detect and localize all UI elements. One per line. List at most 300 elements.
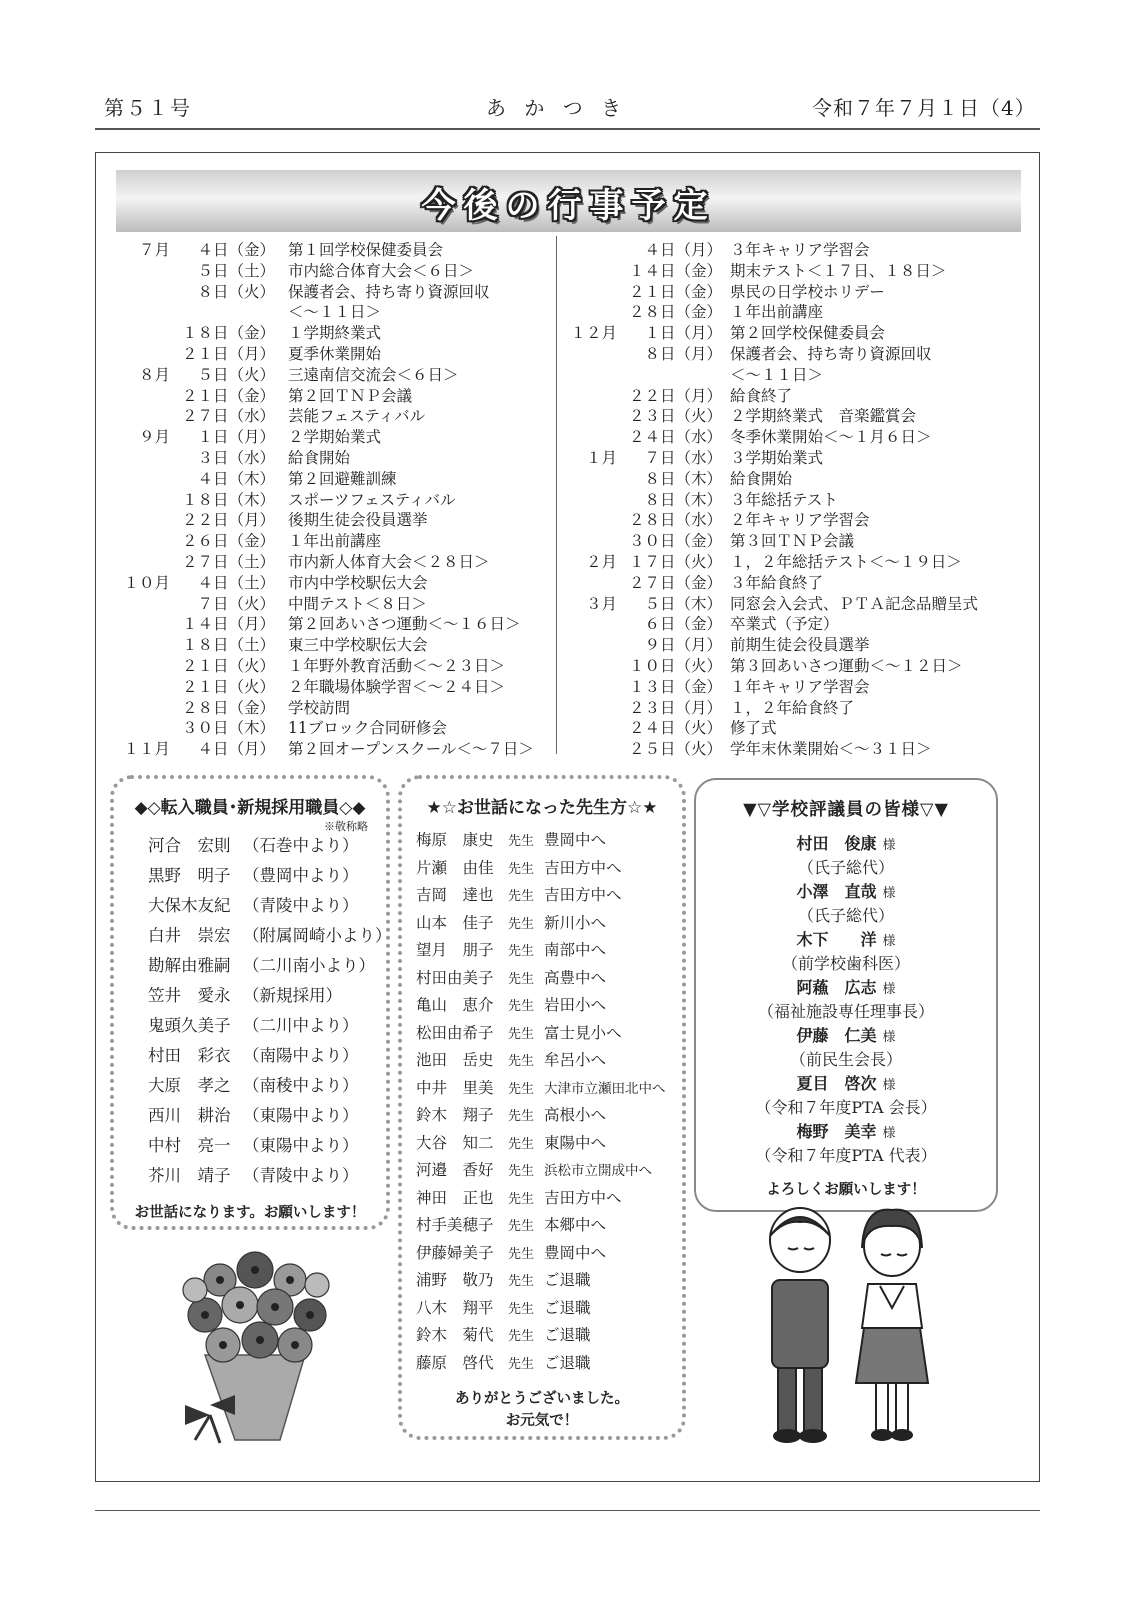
schedule-row [110, 635, 550, 656]
teacher-name: 神田 正也 [416, 1188, 494, 1207]
schedule-row [562, 614, 1022, 635]
schedule-row [562, 302, 1022, 323]
new-staff-list [148, 831, 392, 1191]
schedule-event: 第１回学校保健委員会 [288, 241, 444, 259]
new-staff-row [148, 831, 392, 861]
schedule-event: 後期生徒会役員選挙 [288, 511, 428, 530]
school-council-box [694, 778, 998, 1212]
teacher-name: 浦野 敬乃 [416, 1271, 494, 1289]
teacher-name: 松田由希子 [416, 1023, 494, 1042]
girl-skirt [856, 1328, 928, 1383]
schedule-day: ２６日（金） [181, 532, 275, 551]
teacher-honorific: 先生 [508, 1164, 535, 1179]
council-name-row [696, 1024, 996, 1048]
staff-name: 黒野 明子 [148, 866, 231, 885]
new-staff-row [148, 891, 392, 921]
council-honorific: 様 [882, 934, 896, 949]
schedule-row [562, 448, 1022, 469]
schedule-left-column [110, 240, 550, 760]
schedule-row [562, 718, 1022, 739]
schedule-day: ３０日（金） [628, 532, 722, 551]
schedule-row [110, 552, 550, 573]
teacher-honorific: 先生 [508, 889, 535, 904]
schedule-row [110, 323, 550, 344]
schedule-day: ４日（月） [644, 241, 722, 259]
schedule-row [562, 490, 1022, 511]
schedule-row [562, 240, 1022, 261]
schedule-row [110, 469, 550, 490]
schedule-event: 市内中学校駅伝大会 [288, 573, 428, 592]
schedule-title: 今後の行事予定 [421, 186, 716, 226]
teacher-destination: 吉田方中へ [544, 886, 622, 904]
staff-origin: （南稜中より） [243, 1076, 359, 1095]
new-staff-title: ◆◇転入職員･新規採用職員◇◆ [134, 798, 366, 818]
council-name: 梅野 美幸 [796, 1122, 877, 1141]
council-role-row [696, 856, 996, 880]
teacher-honorific: 先生 [508, 1109, 535, 1124]
footer-rule [95, 1510, 1040, 1511]
council-role: （福祉施設専任理事長） [757, 1002, 934, 1021]
teacher-honorific: 先生 [508, 1136, 535, 1152]
teacher-row [416, 1350, 666, 1378]
schedule-event: 給食開始 [730, 469, 793, 488]
schedule-day: １８日（土） [181, 636, 275, 655]
schedule-event: ＜～１１日＞ [288, 303, 382, 322]
schedule-day: ２１日（月） [181, 344, 275, 363]
staff-origin: （二川中より） [243, 1016, 359, 1035]
schedule-day: ７日（水） [644, 448, 722, 467]
council-name-row [696, 928, 996, 952]
teacher-destination: 牟呂小へ [544, 1051, 607, 1069]
schedule-event: １年出前講座 [730, 303, 824, 322]
council-role: （前民生会長） [789, 1050, 902, 1069]
schedule-row [562, 386, 1022, 407]
council-honorific: 様 [882, 982, 896, 997]
teacher-row [416, 1322, 666, 1350]
teacher-name: 藤原 啓代 [416, 1353, 494, 1372]
schedule-day: ５日（土） [197, 261, 275, 280]
schedule-row [110, 739, 550, 760]
schedule-day: ７日（火） [197, 594, 275, 613]
schedule-month: １２月 [570, 324, 617, 343]
schedule-row [110, 573, 550, 594]
school-council-closing: よろしくお願いします！ [766, 1181, 926, 1198]
teacher-name: 八木 翔平 [416, 1298, 494, 1317]
teacher-honorific: 先生 [508, 1054, 535, 1069]
schedule-event: 期末テスト＜１７日、１８日＞ [730, 261, 947, 280]
schedule-day: ４日（木） [197, 469, 275, 488]
schedule-row [110, 302, 550, 323]
teacher-row [416, 910, 666, 938]
teacher-destination: 岩田小へ [544, 996, 607, 1014]
teacher-name: 片瀬 由佳 [416, 858, 494, 877]
schedule-day: １０日（火） [628, 656, 722, 675]
council-name-row [696, 1072, 996, 1096]
departed-teachers-list [416, 827, 666, 1377]
schedule-day: ２１日（金） [628, 282, 722, 301]
teacher-name: 村田由美子 [416, 968, 494, 987]
schedule-day: ２７日（水） [181, 407, 275, 426]
council-role: （令和７年度PTA 会長） [755, 1098, 937, 1117]
teacher-row [416, 1240, 666, 1268]
schedule-row [110, 427, 550, 448]
departed-teachers-title: ★☆お世話になった先生方☆★ [426, 798, 658, 818]
schedule-month: １１月 [123, 740, 170, 759]
staff-origin: （豊岡中より） [243, 866, 359, 885]
council-role-row [696, 952, 996, 976]
staff-name: 大原 孝之 [148, 1076, 231, 1095]
new-staff-row [148, 861, 392, 891]
new-staff-row [148, 1041, 392, 1071]
teacher-row [416, 1047, 666, 1075]
schedule-day: ２１日（金） [181, 386, 275, 405]
staff-origin: （新規採用） [243, 986, 342, 1005]
schedule-row [562, 344, 1022, 365]
staff-name: 鬼頭久美子 [148, 1016, 231, 1035]
schedule-row [562, 406, 1022, 427]
teacher-row [416, 855, 666, 883]
council-role-row [696, 1000, 996, 1024]
new-staff-closing: お世話になります。お願いします！ [134, 1204, 366, 1221]
teacher-honorific: 先生 [508, 1191, 535, 1207]
teacher-row [416, 882, 666, 910]
schedule-month: １月 [585, 448, 617, 467]
teacher-row [416, 1212, 666, 1240]
schedule-event: 市内総合体育大会＜６日＞ [288, 261, 475, 280]
teacher-honorific: 先生 [508, 999, 535, 1014]
schedule-event: 夏季休業開始 [288, 344, 382, 363]
schedule-row [562, 552, 1022, 573]
teacher-destination: 南部中へ [544, 941, 607, 959]
teacher-name: 中井 里美 [416, 1078, 494, 1097]
teacher-honorific: 先生 [508, 1026, 535, 1042]
schedule-day: ２５日（火） [628, 740, 722, 759]
staff-origin: （東陽中より） [243, 1106, 359, 1125]
council-name: 阿蘓 広志 [796, 978, 877, 997]
council-name-row [696, 880, 996, 904]
teacher-row [416, 1020, 666, 1048]
new-staff-row [148, 1101, 392, 1131]
school-council-list [696, 832, 996, 1168]
teacher-destination: 東陽中へ [544, 1133, 607, 1152]
schedule-event: 保護者会、持ち寄り資源回収 [730, 344, 932, 363]
students-bowing-illustration [760, 1198, 940, 1448]
teacher-destination: ご退職 [544, 1353, 591, 1372]
teacher-name: 伊藤婦美子 [416, 1243, 494, 1262]
schedule-row [562, 531, 1022, 552]
schedule-event: 給食開始 [288, 448, 351, 467]
schedule-row [562, 282, 1022, 303]
teacher-name: 山本 佳子 [416, 913, 494, 932]
teacher-row [416, 827, 666, 855]
schedule-row [562, 739, 1022, 760]
schedule-month: ８月 [138, 365, 170, 384]
teacher-honorific: 先生 [508, 971, 535, 987]
schedule-day: １日（月） [644, 324, 722, 343]
teacher-row [416, 965, 666, 993]
council-honorific: 様 [882, 1126, 896, 1141]
schedule-day: ２８日（金） [628, 303, 722, 322]
council-role-row [696, 1048, 996, 1072]
staff-origin: （附属岡崎小より） [243, 926, 392, 945]
council-name: 伊藤 仁美 [796, 1026, 877, 1045]
council-honorific: 様 [882, 1078, 896, 1093]
schedule-row [562, 469, 1022, 490]
teacher-honorific: 先生 [508, 1219, 535, 1234]
flower-bouquet-illustration [165, 1245, 345, 1445]
new-staff-row [148, 1131, 392, 1161]
schedule-event: 保護者会、持ち寄り資源回収 [288, 282, 490, 301]
teacher-destination: 豊岡中へ [544, 831, 607, 849]
schedule-banner [116, 170, 1021, 232]
council-honorific: 様 [882, 838, 896, 853]
schedule-event: ２年職場体験学習＜～２４日＞ [288, 677, 506, 696]
council-role-row [696, 904, 996, 928]
schedule-month: ７月 [138, 241, 170, 259]
teacher-name: 吉岡 達也 [416, 886, 494, 904]
council-name-row [696, 832, 996, 856]
schedule-event: ３年キャリア学習会 [730, 241, 870, 259]
staff-name: 村田 彩衣 [148, 1046, 231, 1065]
schedule-row [562, 677, 1022, 698]
issue-date: 令和７年７月１日（4） [812, 96, 1036, 120]
schedule-day: ２８日（金） [181, 698, 275, 717]
schedule-day: ５日（火） [197, 365, 275, 384]
teacher-destination: 吉田方中へ [544, 858, 622, 877]
schedule-row [562, 573, 1022, 594]
staff-name: 河合 宏則 [148, 836, 231, 855]
schedule-event: 第２回あいさつ運動＜～１６日＞ [288, 615, 521, 634]
schedule-event: 東三中学校駅伝大会 [288, 636, 428, 655]
schedule-day: ５日（木） [644, 594, 722, 613]
schedule-row [110, 282, 550, 303]
teacher-honorific: 先生 [508, 1246, 535, 1262]
schedule-right-column [562, 240, 1022, 760]
schedule-event: 芸能フェスティバル [288, 407, 426, 426]
schedule-day: ２８日（水） [628, 511, 722, 530]
teacher-honorific: 先生 [508, 1356, 535, 1372]
schedule-event: 卒業式（予定） [730, 615, 839, 634]
council-role-row [696, 1096, 996, 1120]
bouquet-wrap [205, 1355, 305, 1440]
teacher-honorific: 先生 [508, 1081, 535, 1097]
teacher-row [416, 1075, 666, 1103]
new-staff-row [148, 1071, 392, 1101]
schedule-event: 第３回あいさつ運動＜～１２日＞ [730, 656, 963, 675]
schedule-day: １８日（木） [181, 490, 275, 509]
schedule-event: ３年総括テスト [730, 490, 838, 509]
teacher-destination: ご退職 [544, 1271, 591, 1289]
council-role: （氏子総代） [797, 906, 894, 925]
teacher-honorific: 先生 [508, 1329, 535, 1344]
schedule-day: ２２日（月） [628, 386, 722, 405]
schedule-row [110, 448, 550, 469]
new-staff-row [148, 1011, 392, 1041]
schedule-row [110, 656, 550, 677]
schedule-event: １年出前講座 [288, 532, 382, 551]
teacher-row [416, 1130, 666, 1158]
schedule-event: 第２回学校保健委員会 [730, 324, 886, 343]
council-role-row [696, 1144, 996, 1168]
schedule-row [110, 365, 550, 386]
teacher-honorific: 先生 [508, 916, 535, 932]
schedule-day: ２７日（土） [181, 552, 275, 571]
staff-name: 勘解由雅嗣 [148, 956, 231, 975]
schedule-event: １年野外教育活動＜～２３日＞ [288, 656, 506, 675]
schedule-day: １４日（月） [181, 615, 275, 634]
schedule-day: １８日（金） [181, 324, 275, 343]
staff-origin: （青陵中より） [243, 1166, 359, 1185]
schedule-event: 給食終了 [730, 386, 793, 405]
schedule-day: ２７日（金） [628, 573, 722, 592]
departed-closing-1: ありがとうございました。 [455, 1390, 629, 1407]
teacher-row [416, 1157, 666, 1185]
teacher-row [416, 937, 666, 965]
departed-teachers-box [398, 775, 686, 1440]
council-name: 夏目 啓次 [796, 1074, 877, 1093]
teacher-row [416, 992, 666, 1020]
new-staff-row [148, 921, 392, 951]
teacher-destination: 本郷中へ [544, 1216, 607, 1234]
council-name: 木下 洋 [796, 930, 877, 949]
staff-name: 笠井 愛永 [148, 986, 231, 1005]
teacher-destination: ご退職 [544, 1326, 591, 1344]
teacher-row [416, 1185, 666, 1213]
schedule-event: 前期生徒会役員選挙 [730, 636, 870, 655]
council-role: （氏子総代） [797, 858, 894, 877]
teacher-row [416, 1295, 666, 1323]
teacher-honorific: 先生 [508, 834, 535, 849]
schedule-event: 第２回避難訓練 [288, 469, 397, 488]
schedule-event: 三遠南信交流会＜６日＞ [288, 365, 459, 384]
schedule-event: 修了式 [730, 719, 777, 738]
council-name-row [696, 1120, 996, 1144]
schedule-event: 第３回ＴＮＰ会議 [730, 532, 855, 551]
schedule-day: ８日（木） [644, 490, 722, 509]
schedule-event: 中間テスト＜８日＞ [288, 594, 427, 613]
schedule-row [562, 323, 1022, 344]
schedule-row [110, 490, 550, 511]
schedule-event: 冬季休業開始＜～１月６日＞ [730, 428, 932, 447]
staff-name: 芥川 靖子 [148, 1166, 231, 1185]
teacher-destination: 高豊中へ [544, 968, 607, 987]
staff-origin: （石巻中より） [243, 836, 359, 855]
schedule-event: １年キャリア学習会 [730, 677, 870, 696]
schedule-month: １０月 [123, 573, 170, 592]
schedule-day: ８日（木） [644, 469, 722, 488]
schedule-event: １学期終業式 [288, 324, 382, 343]
school-council-title: ▼▽学校評議員の皆様▽▼ [743, 800, 949, 820]
schedule-day: ６日（金） [644, 615, 722, 634]
staff-name: 中村 亮一 [148, 1136, 231, 1155]
teacher-honorific: 先生 [508, 944, 535, 959]
new-staff-row [148, 1161, 392, 1191]
council-name: 村田 俊康 [796, 834, 877, 853]
schedule-day: ８日（火） [197, 282, 275, 301]
schedule-row [110, 594, 550, 615]
new-staff-row [148, 981, 392, 1011]
schedule-day: １４日（金） [628, 261, 722, 280]
departed-closing-2: お元気で！ [505, 1412, 579, 1429]
schedule-event: ３年給食終了 [730, 573, 824, 592]
issue-number: 第５１号 [104, 96, 192, 120]
schedule-row [110, 510, 550, 531]
teacher-name: 亀山 恵介 [416, 996, 494, 1014]
schedule-row [110, 386, 550, 407]
schedule-event: 第２回ＴＮＰ会議 [288, 386, 413, 405]
schedule-day: ４日（土） [197, 573, 275, 592]
teacher-destination: 豊岡中へ [544, 1243, 607, 1262]
schedule-day: １７日（火） [628, 552, 722, 571]
council-honorific: 様 [882, 1030, 896, 1045]
schedule-row [110, 614, 550, 635]
teacher-name: 大谷 知二 [416, 1133, 494, 1152]
teacher-name: 村手美穂子 [416, 1216, 494, 1234]
staff-origin: （東陽中より） [243, 1136, 359, 1155]
schedule-divider [556, 236, 557, 754]
teacher-destination: ご退職 [544, 1298, 591, 1317]
schedule-event: 第２回オープンスクール＜～７日＞ [288, 740, 534, 759]
schedule-row [110, 406, 550, 427]
schedule-day: ４日（金） [197, 241, 275, 259]
schedule-row [110, 261, 550, 282]
teacher-name: 鈴木 菊代 [416, 1326, 494, 1344]
teacher-row [416, 1102, 666, 1130]
schedule-event: １，２年給食終了 [730, 698, 855, 717]
honorific-note: ※敬称略 [324, 820, 368, 833]
teacher-name: 池田 岳史 [416, 1051, 494, 1069]
boy-uniform [772, 1280, 828, 1368]
schedule-day: ３日（水） [197, 448, 275, 467]
council-name-row [696, 976, 996, 1000]
teacher-name: 河邉 香好 [416, 1161, 494, 1179]
schedule-event: 11ブロック合同研修会 [288, 719, 447, 738]
schedule-event: 市内新人体育大会＜２８日＞ [288, 552, 490, 571]
staff-name: 大保木友紀 [148, 896, 231, 915]
schedule-event: 同窓会入会式、ＰＴＡ記念品贈呈式 [730, 594, 979, 613]
schedule-day: １３日（金） [628, 677, 722, 696]
schedule-event: ２学期始業式 [288, 428, 382, 447]
schedule-month: ９月 [138, 428, 170, 447]
schedule-row [562, 261, 1022, 282]
teacher-name: 梅原 康史 [416, 831, 494, 849]
schedule-row [562, 510, 1022, 531]
schedule-day: ２１日（火） [181, 677, 275, 696]
schedule-day: ２３日（火） [628, 407, 722, 426]
schedule-day: ４日（月） [197, 740, 275, 759]
council-role: （前学校歯科医） [781, 954, 910, 973]
teacher-name: 鈴木 翔子 [416, 1106, 494, 1124]
staff-name: 白井 崇宏 [148, 926, 231, 945]
schedule-row [110, 718, 550, 739]
schedule-row [110, 344, 550, 365]
schedule-day: ２４日（火） [628, 719, 722, 738]
teacher-row [416, 1267, 666, 1295]
staff-origin: （南陽中より） [243, 1046, 359, 1065]
schedule-event: ＜～１１日＞ [730, 365, 824, 384]
schedule-row [110, 240, 550, 261]
schedule-row [562, 427, 1022, 448]
teacher-destination: 吉田方中へ [544, 1188, 622, 1207]
schedule-row [562, 594, 1022, 615]
schedule-row [110, 677, 550, 698]
teacher-destination: 大津市立瀬田北中へ [544, 1080, 666, 1097]
schedule-day: １日（月） [197, 428, 275, 447]
council-honorific: 様 [882, 886, 896, 901]
schedule-row [562, 698, 1022, 719]
schedule-month: ３月 [585, 594, 617, 613]
teacher-honorific: 先生 [508, 1301, 535, 1317]
